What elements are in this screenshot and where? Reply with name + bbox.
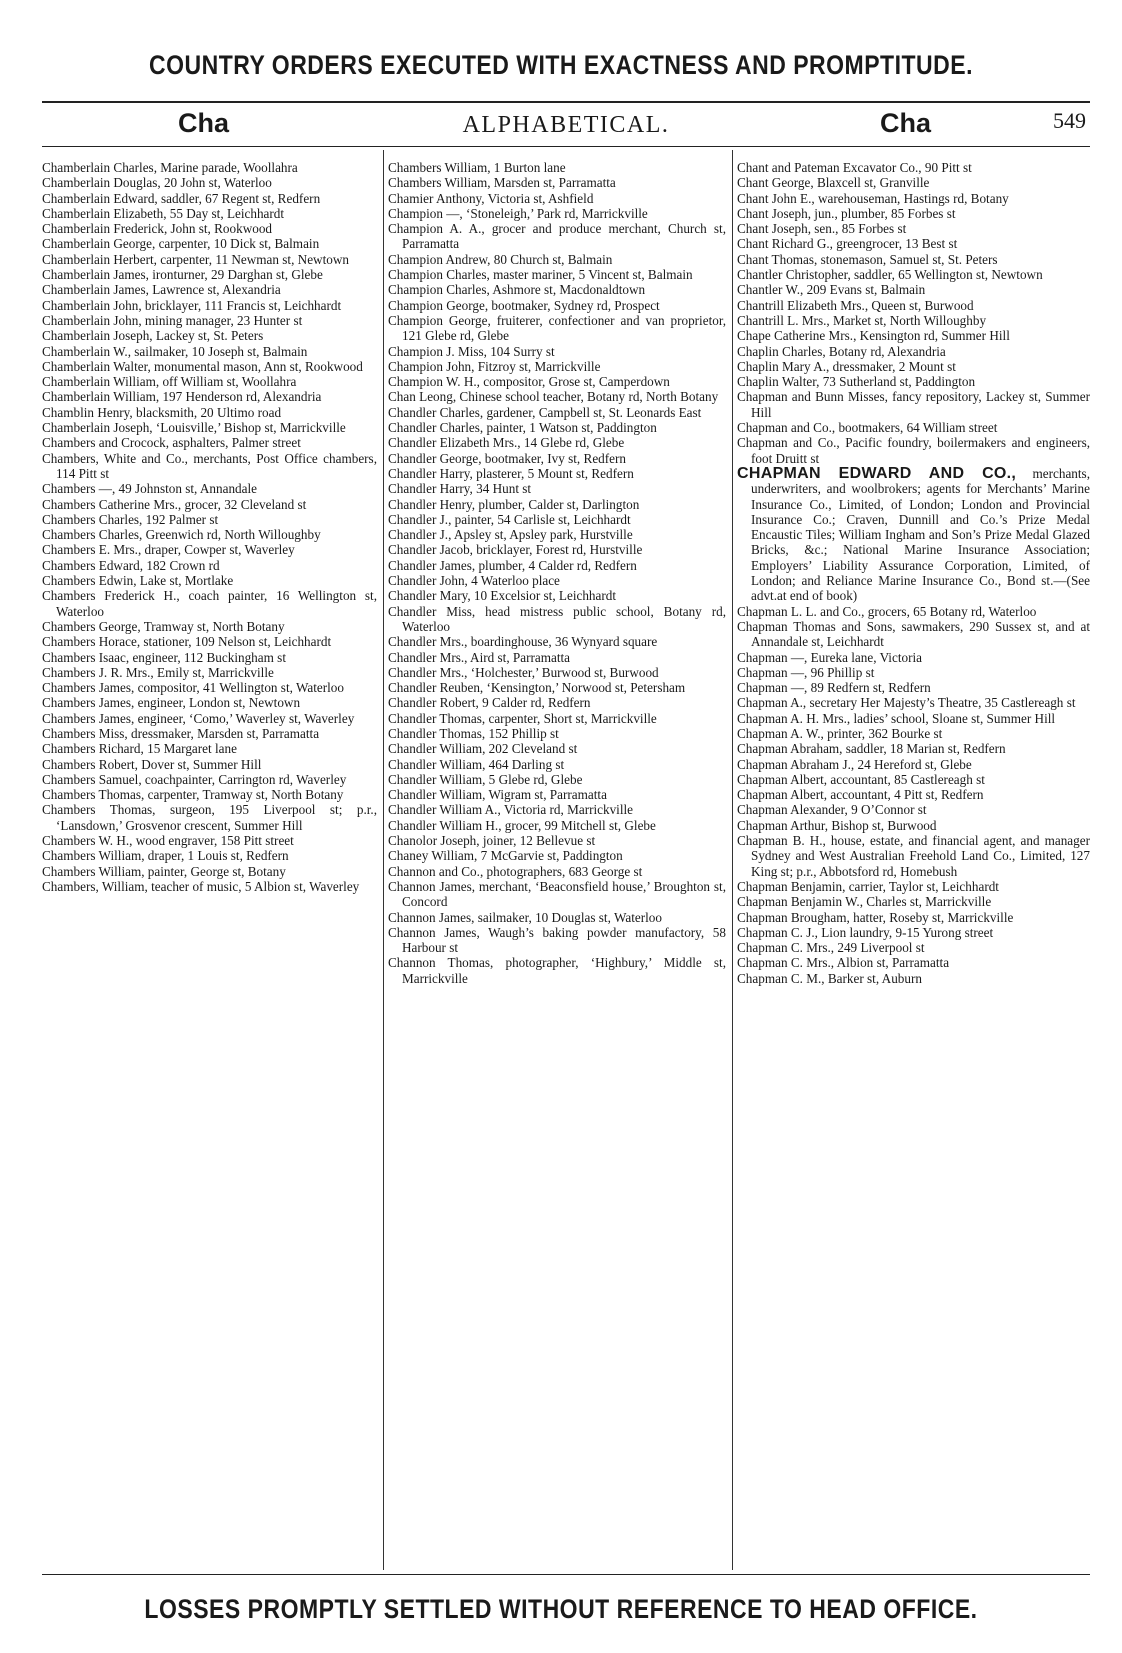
- directory-entry: Chapman C. Mrs., 249 Liverpool st: [737, 940, 925, 956]
- page-header: [42, 108, 1090, 144]
- directory-entry: Chapman Thomas and Sons, sawmakers, 290 Sussex st, and at Annandale st, Leichhardt: [737, 618, 1090, 650]
- directory-entry: Chapman and Co., Pacific foundry, boilermakers and engineers, foot Druitt st: [737, 435, 1090, 466]
- directory-entry: Chambers George, Tramway st, North Botany: [42, 618, 285, 634]
- directory-entry: Channon and Co., photographers, 683 George st: [388, 863, 643, 879]
- directory-entry: Chambers Edwin, Lake st, Mortlake: [42, 573, 234, 589]
- directory-entry: Chandler William A., Victoria rd, Marrickville: [388, 802, 634, 818]
- directory-entry: Chamberlain Walter, monumental mason, Ann st, Rookwood: [42, 358, 363, 374]
- directory-entry: Chapman Abraham J., 24 Hereford st, Glebe: [737, 756, 972, 772]
- directory-entry: Chapman Arthur, Bishop st, Burwood: [737, 817, 937, 833]
- directory-entry: Champion —, ‘Stoneleigh,’ Park rd, Marrickville: [388, 205, 648, 221]
- directory-entry: Chandler William, 464 Darling st: [388, 756, 565, 772]
- directory-entry: Chandler J., painter, 54 Carlisle st, Leichhardt: [388, 511, 631, 527]
- directory-entry: Chambers and Crocock, asphalters, Palmer street: [42, 435, 301, 451]
- directory-entry: Champion Charles, master mariner, 5 Vincent st, Balmain: [388, 267, 693, 283]
- directory-entry: Chapman A. H. Mrs., ladies’ school, Sloane st, Summer Hill: [737, 710, 1056, 726]
- directory-entry: Chamberlain James, ironturner, 29 Darghan st, Glebe: [42, 267, 323, 283]
- directory-entry: Chandler Reuben, ‘Kensington,’ Norwood st, Petersham: [388, 680, 686, 696]
- directory-entry: Chapman L. L. and Co., grocers, 65 Botany rd, Waterloo: [737, 603, 1037, 619]
- directory-entry: Chambers William, draper, 1 Louis st, Redfern: [42, 848, 289, 864]
- directory-entry: Chape Catherine Mrs., Kensington rd, Summer Hill: [737, 328, 1010, 344]
- directory-entry: Chambers Horace, stationer, 109 Nelson st, Leichhardt: [42, 634, 332, 650]
- directory-entry: Chapman A., secretary Her Majesty’s Theatre, 35 Castlereagh st: [737, 695, 1076, 711]
- directory-entry: Chambers, White and Co., merchants, Post Office chambers, 114 Pitt st: [42, 450, 377, 481]
- directory-entry: Champion George, fruiterer, confectioner and van proprietor, 121 Glebe rd, Glebe: [388, 312, 726, 344]
- directory-entry: Chantrill L. Mrs., Market st, North Willoughby: [737, 312, 987, 328]
- directory-entry: Chambers J. R. Mrs., Emily st, Marrickville: [42, 664, 274, 680]
- directory-entry: Chapman —, 96 Phillip st: [737, 664, 875, 680]
- directory-entry: Chamberlain John, bricklayer, 111 Francis st, Leichhardt: [42, 297, 342, 313]
- directory-entry: Chambers Catherine Mrs., grocer, 32 Cleveland st: [42, 496, 307, 512]
- directory-entry: Chamberlain Douglas, 20 John st, Waterloo: [42, 175, 272, 191]
- directory-entry: Chantler W., 209 Evans st, Balmain: [737, 282, 926, 298]
- column-divider-1: [383, 150, 384, 1570]
- directory-entry: Chandler Henry, plumber, Calder st, Darlington: [388, 496, 640, 512]
- directory-entry: Chapman Albert, accountant, 4 Pitt st, Redfern: [737, 787, 984, 803]
- directory-entry: Chambers James, engineer, London st, Newtown: [42, 695, 301, 711]
- directory-entry: Chandler Mrs., boardinghouse, 36 Wynyard square: [388, 634, 658, 650]
- directory-entry: Chapman A. W., printer, 362 Bourke st: [737, 725, 943, 741]
- directory-entry: Champion W. H., compositor, Grose st, Camperdown: [388, 374, 670, 390]
- directory-entry: Chandler Thomas, carpenter, Short st, Marrickville: [388, 710, 657, 726]
- directory-entry: Chambers Isaac, engineer, 112 Buckingham st: [42, 649, 286, 665]
- directory-entry: Champion J. Miss, 104 Surry st: [388, 343, 555, 359]
- directory-entry: Champion John, Fitzroy st, Marrickville: [388, 358, 601, 374]
- directory-entry: Chandler Elizabeth Mrs., 14 Glebe rd, Glebe: [388, 435, 625, 451]
- directory-entry: Chandler Mrs., Aird st, Parramatta: [388, 649, 571, 665]
- directory-entry: Chandler William, Wigram st, Parramatta: [388, 787, 607, 803]
- directory-entry: Chapman C. J., Lion laundry, 9-15 Yurong street: [737, 924, 994, 940]
- directory-entry: Channon James, Waugh’s baking powder manufactory, 58 Harbour st: [388, 924, 726, 956]
- directory-entry: Chambers Frederick H., coach painter, 16 Wellington st, Waterloo: [42, 588, 377, 619]
- directory-entry: Chandler Mrs., ‘Holchester,’ Burwood st, Burwood: [388, 664, 659, 680]
- directory-entry: Chapman and Co., bootmakers, 64 William street: [737, 420, 998, 436]
- directory-entry: Chandler Thomas, 152 Phillip st: [388, 725, 559, 741]
- directory-entry: Chant Joseph, jun., plumber, 85 Forbes st: [737, 205, 956, 221]
- directory-entry: Chamberlain James, Lawrence st, Alexandria: [42, 282, 281, 298]
- directory-entry: Chapman and Bunn Misses, fancy repository, Lackey st, Summer Hill: [737, 389, 1090, 420]
- directory-entry: Champion George, bootmaker, Sydney rd, Prospect: [388, 297, 660, 313]
- directory-entry: Chaplin Mary A., dressmaker, 2 Mount st: [737, 358, 956, 374]
- directory-entry: Chant and Pateman Excavator Co., 90 Pitt st: [737, 160, 972, 175]
- directory-entry: Chambers Edward, 182 Crown rd: [42, 557, 220, 573]
- directory-entry: Chambers W. H., wood engraver, 158 Pitt street: [42, 833, 294, 849]
- directory-entry: Chapman C. M., Barker st, Auburn: [737, 970, 922, 986]
- directory-entry: Chambers Charles, 192 Palmer st: [42, 511, 219, 527]
- directory-entry: Chant Joseph, sen., 85 Forbes st: [737, 221, 907, 237]
- directory-entry: Chaney William, 7 McGarvie st, Paddington: [388, 848, 623, 864]
- directory-entry: Chamberlain Joseph, ‘Louisville,’ Bishop st, Marrickville: [42, 420, 346, 436]
- directory-entry: Chamberlain Herbert, carpenter, 11 Newman st, Newtown: [42, 251, 349, 267]
- directory-entry: Chamberlain Edward, saddler, 67 Regent st, Redfern: [42, 190, 321, 206]
- featured-entry: CHAPMAN EDWARD AND CO., merchants, underwriters, and woolbrokers; agents for Merchants’ Marine Insurance Co., Limited, of London; London and Provincial Insurance Co.; Craven, Dunnill and Co.’s Prize Medal Encaustic Tiles; William Ingham and Son’s Prize Medal Glazed Bricks, &c.; National Marine Insurance Association; Employers’ Liability Assurance Corporation, Limited, of London; and Reliance Marine Insurance Co., Bond st.—(See advt.at end of book): [737, 464, 1090, 604]
- directory-entry: Chapman Alexander, 9 O’Connor st: [737, 802, 927, 818]
- directory-entry: Chambers Miss, dressmaker, Marsden st, Parramatta: [42, 725, 320, 741]
- directory-entry: Chamberlain William, 197 Henderson rd, Alexandria: [42, 389, 322, 405]
- directory-entry: Champion Andrew, 80 Church st, Balmain: [388, 251, 613, 267]
- directory-entry: Chapman —, 89 Redfern st, Redfern: [737, 680, 931, 696]
- directory-entry: Chandler George, bootmaker, Ivy st, Redfern: [388, 450, 626, 466]
- directory-entry: Chantler Christopher, saddler, 65 Wellington st, Newtown: [737, 267, 1043, 283]
- directory-entry: Chapman Abraham, saddler, 18 Marian st, Redfern: [737, 741, 1006, 757]
- directory-entry: Chamier Anthony, Victoria st, Ashfield: [388, 190, 594, 206]
- header-rule: [42, 146, 1090, 147]
- directory-entry: Chambers E. Mrs., draper, Cowper st, Waverley: [42, 542, 295, 558]
- top-rule: [42, 101, 1090, 103]
- directory-entry: Chandler John, 4 Waterloo place: [388, 573, 560, 589]
- directory-entry: Chanolor Joseph, joiner, 12 Bellevue st: [388, 833, 596, 849]
- directory-entry: Chandler James, plumber, 4 Calder rd, Redfern: [388, 557, 637, 573]
- header-right-guide: Cha: [880, 108, 932, 138]
- directory-entry: Chant Thomas, stonemason, Samuel st, St. Peters: [737, 251, 998, 267]
- directory-entry: Chandler William H., grocer, 99 Mitchell st, Glebe: [388, 817, 656, 833]
- column-1: [42, 160, 377, 1566]
- directory-entry: Chambers, William, teacher of music, 5 Albion st, Waverley: [42, 878, 360, 894]
- directory-entry: Chambers William, Marsden st, Parramatta: [388, 175, 616, 191]
- directory-entry: Chambers William, painter, George st, Botany: [42, 863, 286, 879]
- directory-entry: Chamberlain George, carpenter, 10 Dick st, Balmain: [42, 236, 320, 252]
- directory-entry: Chandler Jacob, bricklayer, Forest rd, Hurstville: [388, 542, 643, 558]
- directory-entry: Chamberlain William, off William st, Woollahra: [42, 374, 297, 390]
- header-left-guide: Cha: [178, 108, 230, 138]
- directory-entry: Chandler William, 202 Cleveland st: [388, 741, 578, 757]
- directory-entry: Chandler Harry, plasterer, 5 Mount st, Redfern: [388, 465, 634, 481]
- directory-entry: Chambers James, compositor, 41 Wellington st, Waterloo: [42, 680, 344, 696]
- directory-entry: Chant Richard G., greengrocer, 13 Best st: [737, 236, 958, 252]
- bottom-banner: LOSSES PROMPTLY SETTLED WITHOUT REFERENCE TO HEAD OFFICE.: [144, 1593, 978, 1624]
- directory-entry: Chapman —, Eureka lane, Victoria: [737, 649, 922, 665]
- bottom-rule: [42, 1574, 1090, 1575]
- directory-entry: Champion Charles, Ashmore st, Macdonaldtown: [388, 282, 646, 298]
- column-divider-2: [732, 150, 733, 1570]
- directory-entry: Channon James, merchant, ‘Beaconsfield house,’ Broughton st, Concord: [388, 878, 726, 910]
- directory-entry: Chandler Miss, head mistress public school, Botany rd, Waterloo: [388, 603, 726, 634]
- directory-entry: Chambers Samuel, coachpainter, Carrington rd, Waverley: [42, 771, 347, 787]
- directory-entry: Chamblin Henry, blacksmith, 20 Ultimo road: [42, 404, 282, 420]
- directory-entry: Chapman C. Mrs., Albion st, Parramatta: [737, 955, 950, 971]
- column-2: [388, 160, 726, 1566]
- directory-entry: Chaplin Charles, Botany rd, Alexandria: [737, 343, 946, 359]
- directory-entry: Champion A. A., grocer and produce merchant, Church st, Parramatta: [388, 221, 726, 252]
- directory-entry: Chamberlain John, mining manager, 23 Hunter st: [42, 312, 303, 328]
- directory-entry: Chandler Charles, gardener, Campbell st, St. Leonards East: [388, 404, 702, 420]
- column-3: [737, 160, 1090, 1566]
- directory-entry: Chapman Albert, accountant, 85 Castlereagh st: [737, 771, 985, 787]
- directory-entry: Chambers Robert, Dover st, Summer Hill: [42, 756, 262, 772]
- directory-entry: Chandler J., Apsley st, Apsley park, Hurstville: [388, 527, 633, 543]
- directory-entry: Chambers Charles, Greenwich rd, North Willoughby: [42, 527, 321, 543]
- directory-entry: Chamberlain Joseph, Lackey st, St. Peters: [42, 328, 264, 344]
- directory-entry: Chamberlain Charles, Marine parade, Woollahra: [42, 160, 298, 175]
- directory-entry: Chandler Harry, 34 Hunt st: [388, 481, 532, 497]
- directory-entry: Chapman B. H., house, estate, and financial agent, and manager Sydney and West Australian Freehold Land Co., Limited, 127 King st; p.r., Abbotsford rd, Homebush: [737, 833, 1090, 879]
- directory-entry: Chambers William, 1 Burton lane: [388, 160, 566, 175]
- directory-entry: Channon Thomas, photographer, ‘Highbury,’ Middle st, Marrickville: [388, 955, 726, 986]
- directory-entry: Chan Leong, Chinese school teacher, Botany rd, North Botany: [388, 389, 719, 405]
- directory-entry: Chamberlain Frederick, John st, Rookwood: [42, 221, 273, 237]
- directory-entry: Chambers —, 49 Johnston st, Annandale: [42, 481, 258, 497]
- directory-entry: Chambers Richard, 15 Margaret lane: [42, 741, 237, 757]
- directory-entry: Channon James, sailmaker, 10 Douglas st, Waterloo: [388, 909, 662, 925]
- page-number: 549: [1053, 108, 1086, 133]
- directory-entry: Chantrill Elizabeth Mrs., Queen st, Burwood: [737, 297, 974, 313]
- directory-entry: Chapman Benjamin W., Charles st, Marrickville: [737, 894, 992, 910]
- directory-entry: Chapman Benjamin, carrier, Taylor st, Leichhardt: [737, 878, 999, 894]
- directory-entry: Chambers Thomas, surgeon, 195 Liverpool st; p.r., ‘Lansdown,’ Grosvenor crescent, Summer Hill: [42, 802, 377, 833]
- directory-entry: Chamberlain Elizabeth, 55 Day st, Leichhardt: [42, 205, 285, 221]
- top-banner: COUNTRY ORDERS EXECUTED WITH EXACTNESS AND PROMPTITUDE.: [148, 49, 974, 80]
- directory-entry: Chandler Robert, 9 Calder rd, Redfern: [388, 695, 591, 711]
- directory-entry: Chandler Mary, 10 Excelsior st, Leichhardt: [388, 588, 617, 604]
- directory-entry: Chandler Charles, painter, 1 Watson st, Paddington: [388, 420, 657, 436]
- directory-entry: Chant George, Blaxcell st, Granville: [737, 175, 930, 191]
- directory-entry: Chapman Brougham, hatter, Roseby st, Marrickville: [737, 909, 1014, 925]
- directory-entry: Chant John E., warehouseman, Hastings rd, Botany: [737, 190, 1009, 206]
- directory-entry: Chamberlain W., sailmaker, 10 Joseph st, Balmain: [42, 343, 308, 359]
- directory-entry: Chambers James, engineer, ‘Como,’ Waverley st, Waverley: [42, 710, 355, 726]
- directory-entry: Chambers Thomas, carpenter, Tramway st, North Botany: [42, 787, 344, 803]
- directory-entry: Chaplin Walter, 73 Sutherland st, Paddington: [737, 374, 976, 390]
- header-title: ALPHABETICAL.: [462, 112, 670, 138]
- directory-entry: Chandler William, 5 Glebe rd, Glebe: [388, 771, 583, 787]
